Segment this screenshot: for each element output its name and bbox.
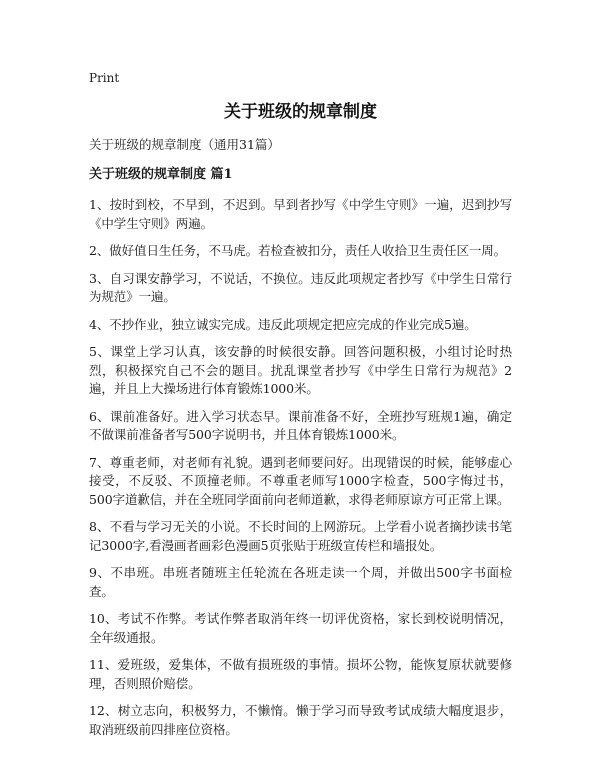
rule-item: 5、课堂上学习认真，该安静的时候很安静。回答问题积极，小组讨论时热烈，积极探究自己不会的题目。扰乱课堂者抄写《中学生日常行为规范》2遍，并且上大操场进行体育锻炼1000米。 [89,344,512,396]
rule-item: 3、自习课安静学习，不说话，不换位。违反此项规定者抄写《中学生日常行为规范》一遍。 [89,270,512,304]
section-heading: 关于班级的规章制度 篇1 [89,167,233,182]
rules-list [89,196,512,739]
rule-item: 1、按时到校，不早到，不迟到。早到者抄写《中学生守则》一遍，迟到抄写《中学生守则》两遍。 [89,197,512,231]
rule-item: 4、不抄作业，独立诚实完成。违反此项规定把应完成的作业完成5遍。 [89,316,477,332]
rule-item: 8、不看与学习无关的小说。不长时间的上网游玩。上学看小说者摘抄读书笔记3000字,看漫画者画彩色漫画5页张贴于班级宣传栏和墙报处。 [89,519,512,553]
rule-item: 2、做好值日生任务，不马虎。若检查被扣分，责任人收拾卫生责任区一周。 [89,243,507,258]
rule-item: 11、爱班级，爱集体，不做有损班级的事情。损坏公物，能恢复原状就要修理，否则照价赔偿。 [89,657,512,691]
rule-item: 6、课前准备好。进入学习状态早。课前准备不好，全班抄写班规1遍，确定不做课前准备者写500字说明书，并且体育锻炼1000米。 [89,408,512,442]
document-subtitle: 关于班级的规章制度（通用31篇） [89,137,280,152]
print-label[interactable]: Print [89,71,120,85]
rule-item: 9、不串班。串班者随班主任轮流在各班走读一个周，并做出500字书面检查。 [89,565,512,599]
document-title: 关于班级的规章制度 [224,102,377,122]
rule-item: 12、树立志向，积极努力，不懒惰。懒于学习而导致考试成绩大幅度退步，取消班级前四排座位资格。 [89,703,512,737]
rule-item: 10、考试不作弊。考试作弊者取消年终一切评优资格，家长到校说明情况，全年级通报。 [89,611,512,645]
rule-item: 7、尊重老师，对老师有礼貌。遇到老师要问好。出现错误的时候，能够虚心接受，不反驳、不顶撞老师。不尊重老师写1000字检查，500字悔过书，500字道歉信，并在全班同学面前向老师道歉，求得老师原谅方可正常上课。 [89,454,512,507]
